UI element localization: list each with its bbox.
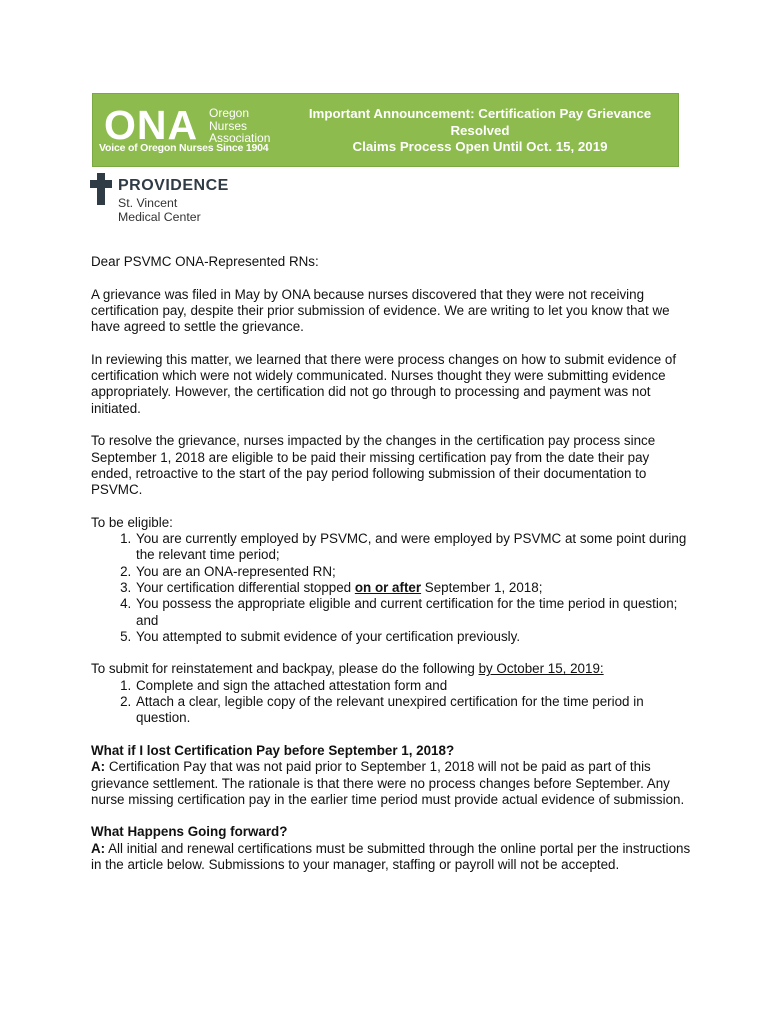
list-item: 5. You attempted to submit evidence of your certification previously. xyxy=(135,629,691,645)
paragraph-review: In reviewing this matter, we learned that there were process changes on how to submit evidence of certification which were not widely communicated. Nurses thought they were submitting evidence appropriately. However, the certification did not go through to processing and payment was not initiated. xyxy=(91,351,677,416)
submit-intro: To submit for reinstatement and backpay, please do the following by October 15, 2019: xyxy=(91,661,604,677)
faq-2: What Happens Going forward? A: All initial and renewal certifications must be submitted through the online portal per the instructions in the article below. Submissions to your manager, staffing or payroll will not be accepted. xyxy=(91,824,691,872)
announcement-banner xyxy=(92,93,679,167)
salutation: Dear PSVMC ONA-Represented RNs: xyxy=(91,254,319,269)
submit-list xyxy=(91,678,691,727)
list-item: 1. Complete and sign the attached attestation form and xyxy=(135,678,691,694)
announcement-title: Important Announcement: Certification Pay Grievance Resolved Claims Process Open Until Oct. 15, 2019 xyxy=(308,106,652,154)
cross-icon xyxy=(90,173,112,205)
letter-body xyxy=(91,254,691,890)
faq-question: What if I lost Certification Pay before September 1, 2018? xyxy=(91,742,455,758)
ona-logo: ONA xyxy=(104,102,199,148)
providence-name: PROVIDENCE xyxy=(118,177,229,194)
list-item: 4. You possess the appropriate eligible and current certification for the time period in question; and xyxy=(135,596,691,629)
faq-answer: Certification Pay that was not paid prior to September 1, 2018 will not be paid as part of this grievance settlement. The rationale is that there were no process changes before September. Any nurse missing certification pay in the earlier time period must provide actual evidence of submission. xyxy=(91,759,685,807)
paragraph-resolution: To resolve the grievance, nurses impacted by the changes in the certification pay process since September 1, 2018 are eligible to be paid their missing certification pay from the date their pay ended, retroactive to the start of the pay period following submission of their documentation to PSVMC. xyxy=(91,433,656,498)
ona-logo-subtitle: Oregon Nurses Association xyxy=(209,106,271,145)
faq-answer: All initial and renewal certifications must be submitted through the online portal per the instructions in the article below. Submissions to your manager, staffing or payroll will not be accepted. xyxy=(91,840,691,872)
paragraph-grievance: A grievance was filed in May by ONA because nurses discovered that they were not receiving certification pay, despite their prior submission of evidence. We are writing to let you know that we have agreed to settle the grievance. xyxy=(91,286,670,335)
eligibility-intro: To be eligible: xyxy=(91,514,173,530)
list-item: 3. Your certification differential stopped on or after September 1, 2018; xyxy=(135,580,691,596)
list-item: 1. You are currently employed by PSVMC, and were employed by PSVMC at some point during the relevant time period; xyxy=(135,531,691,564)
providence-subtitle: St. Vincent Medical Center xyxy=(118,196,201,224)
list-item: 2. You are an ONA-represented RN; xyxy=(135,564,691,580)
eligibility-list xyxy=(91,531,691,645)
faq-question: What Happens Going forward? xyxy=(91,824,288,840)
list-item: 2. Attach a clear, legible copy of the relevant unexpired certification for the time period in question. xyxy=(135,694,691,727)
providence-logo xyxy=(90,173,250,225)
faq-1: What if I lost Certification Pay before September 1, 2018? A: Certification Pay that was not paid prior to September 1, 2018 will not be paid as part of this grievance settlement. The rationale is that there were no process changes before September. Any nurse missing certification pay in the earlier time period must provide actual evidence of submission. xyxy=(91,742,685,807)
ona-tagline: Voice of Oregon Nurses Since 1904 xyxy=(99,142,269,154)
